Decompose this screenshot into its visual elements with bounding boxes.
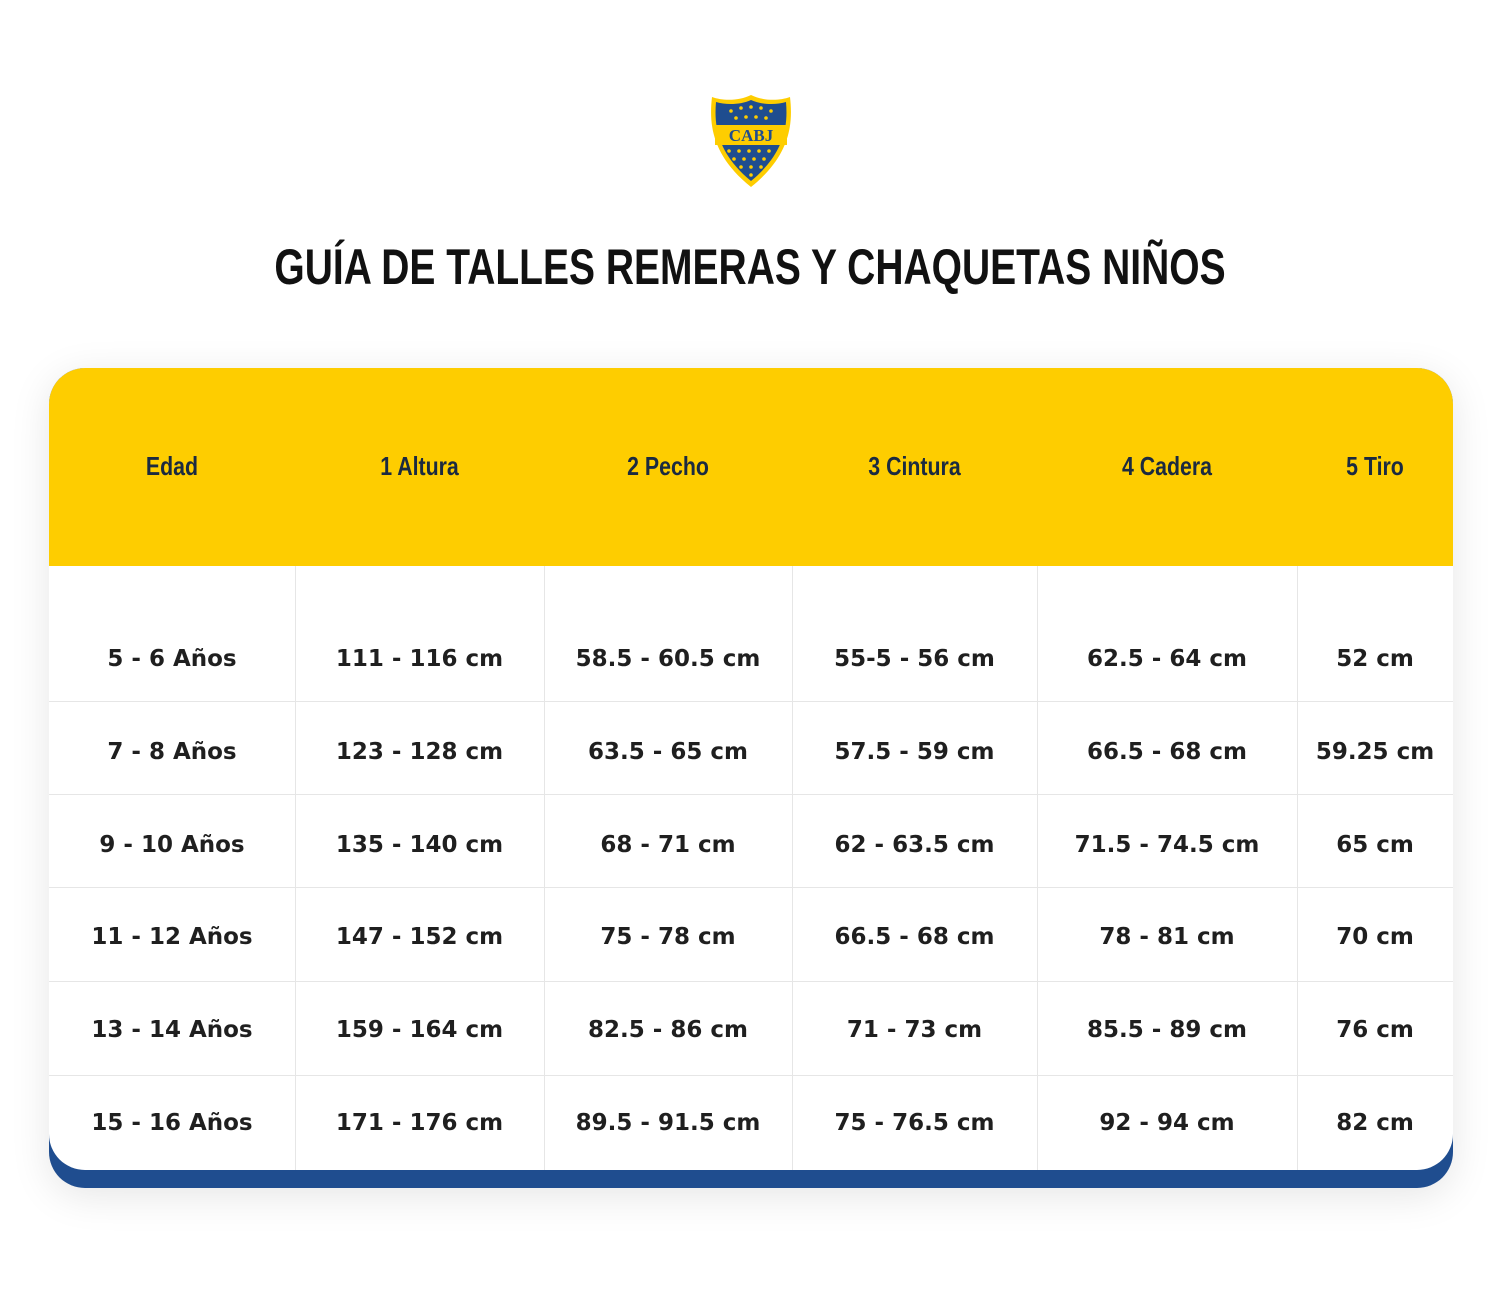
size-chart-table	[49, 368, 1453, 1170]
column-header-tiro: 5 Tiro	[1346, 451, 1404, 481]
size-chart-card	[49, 368, 1453, 1188]
table-cell-altura: 171 - 176 cm	[335, 1110, 504, 1136]
table-cell-altura: 111 - 116 cm	[335, 646, 504, 672]
table-cell-cadera: 71.5 - 74.5 cm	[1074, 832, 1260, 858]
table-cell-cintura: 75 - 76.5 cm	[834, 1110, 995, 1136]
column-header-cadera: 4 Cadera	[1121, 451, 1213, 481]
table-cell-cadera: 92 - 94 cm	[1099, 1110, 1235, 1136]
column-header-pecho: 2 Pecho	[627, 451, 709, 481]
page-title: GUÍA DE TALLES REMERAS Y CHAQUETAS NIÑOS	[274, 239, 1226, 295]
row-divider	[49, 981, 1453, 982]
club-crest-logo	[709, 93, 793, 189]
table-cell-altura: 147 - 152 cm	[335, 924, 504, 950]
table-cell-cadera: 62.5 - 64 cm	[1087, 646, 1247, 672]
row-divider	[49, 1075, 1453, 1076]
table-cell-tiro: 52 cm	[1336, 646, 1414, 672]
table-cell-cadera: 66.5 - 68 cm	[1087, 739, 1247, 765]
crest-lettering: CABJ	[728, 126, 774, 145]
row-divider	[49, 887, 1453, 888]
table-cell-cintura: 57.5 - 59 cm	[834, 739, 995, 765]
table-header-band	[49, 368, 1453, 566]
row-divider	[49, 794, 1453, 795]
table-cell-pecho: 68 - 71 cm	[600, 832, 736, 858]
table-cell-cadera: 85.5 - 89 cm	[1087, 1017, 1247, 1043]
table-cell-edad: 7 - 8 Años	[107, 739, 237, 765]
table-cell-cadera: 78 - 81 cm	[1099, 924, 1235, 950]
table-cell-edad: 15 - 16 Años	[91, 1110, 253, 1136]
table-cell-pecho: 63.5 - 65 cm	[588, 739, 748, 765]
table-cell-cintura: 55-5 - 56 cm	[834, 646, 995, 672]
table-cell-pecho: 89.5 - 91.5 cm	[575, 1110, 761, 1136]
table-cell-edad: 9 - 10 Años	[99, 832, 245, 858]
table-cell-edad: 13 - 14 Años	[91, 1017, 253, 1043]
table-cell-pecho: 75 - 78 cm	[600, 924, 736, 950]
table-cell-edad: 11 - 12 Años	[91, 924, 253, 950]
table-cell-tiro: 65 cm	[1336, 832, 1414, 858]
table-cell-tiro: 59.25 cm	[1315, 739, 1435, 765]
table-cell-altura: 135 - 140 cm	[335, 832, 504, 858]
column-header-altura: 1 Altura	[380, 451, 459, 481]
table-cell-pecho: 58.5 - 60.5 cm	[575, 646, 761, 672]
table-cell-tiro: 82 cm	[1336, 1110, 1414, 1136]
table-cell-pecho: 82.5 - 86 cm	[588, 1017, 748, 1043]
row-divider	[49, 701, 1453, 702]
table-cell-tiro: 70 cm	[1336, 924, 1414, 950]
table-cell-cintura: 66.5 - 68 cm	[834, 924, 995, 950]
table-cell-tiro: 76 cm	[1336, 1017, 1414, 1043]
table-cell-cintura: 71 - 73 cm	[846, 1017, 983, 1043]
column-header-cintura: 3 Cintura	[868, 451, 961, 481]
table-cell-altura: 159 - 164 cm	[335, 1017, 504, 1043]
column-header-edad: Edad	[145, 451, 199, 481]
table-cell-edad: 5 - 6 Años	[107, 646, 237, 672]
table-cell-altura: 123 - 128 cm	[335, 739, 504, 765]
table-cell-cintura: 62 - 63.5 cm	[834, 832, 995, 858]
